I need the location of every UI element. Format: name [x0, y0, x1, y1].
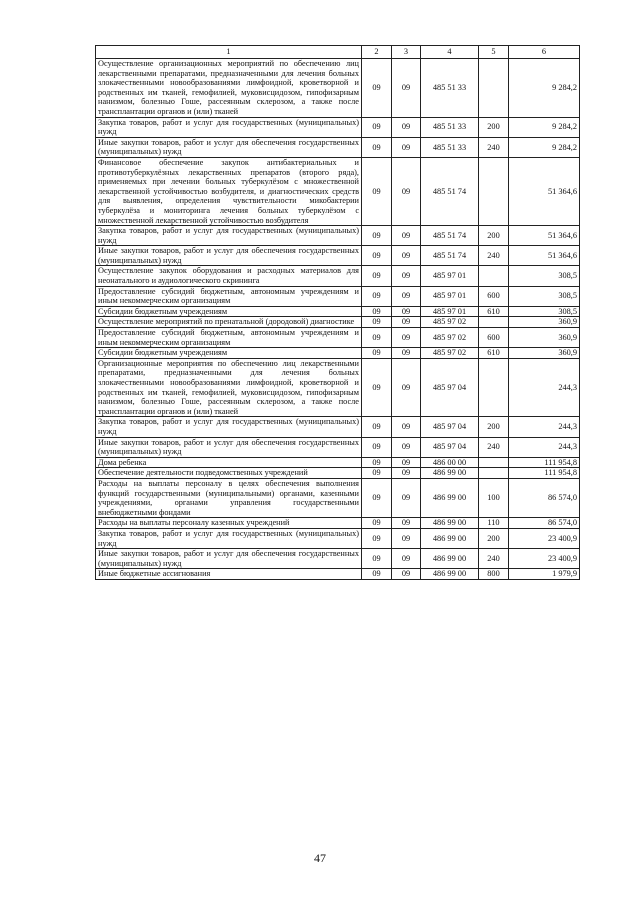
row-name: Расходы на выплаты персоналу казенных учреждений	[96, 518, 362, 529]
row-expense-type: 800	[479, 569, 509, 580]
row-name: Иные бюджетные ассигнования	[96, 569, 362, 580]
row-target-code: 485 97 04	[421, 358, 479, 417]
row-target-code: 485 97 01	[421, 266, 479, 286]
row-target-code: 485 51 33	[421, 137, 479, 157]
row-name: Закупка товаров, работ и услуг для государственных (муниципальных) нужд	[96, 528, 362, 548]
row-expense-type	[479, 358, 509, 417]
row-subsection: 09	[392, 306, 421, 317]
row-target-code: 486 00 00	[421, 457, 479, 468]
row-amount: 360,9	[509, 317, 580, 328]
row-target-code: 485 51 33	[421, 117, 479, 137]
row-target-code: 485 97 02	[421, 317, 479, 328]
row-expense-type: 200	[479, 117, 509, 137]
row-amount: 360,9	[509, 328, 580, 348]
table-row	[96, 457, 580, 468]
row-expense-type: 200	[479, 226, 509, 246]
row-expense-type: 240	[479, 437, 509, 457]
row-amount: 244,3	[509, 417, 580, 437]
table-row	[96, 437, 580, 457]
table-row	[96, 246, 580, 266]
table-row	[96, 358, 580, 417]
row-amount: 1 979,9	[509, 569, 580, 580]
table-row	[96, 528, 580, 548]
table-row	[96, 518, 580, 529]
row-expense-type: 610	[479, 348, 509, 359]
row-expense-type: 200	[479, 417, 509, 437]
row-subsection: 09	[392, 157, 421, 225]
row-subsection: 09	[392, 137, 421, 157]
row-amount: 9 284,2	[509, 59, 580, 118]
row-target-code: 486 99 00	[421, 468, 479, 479]
row-section: 09	[362, 358, 392, 417]
row-section: 09	[362, 246, 392, 266]
row-section: 09	[362, 437, 392, 457]
table-row	[96, 549, 580, 569]
row-name: Предоставление субсидий бюджетным, автономным учреждениям и иным некоммерческим организациям	[96, 286, 362, 306]
row-name: Финансовое обеспечение закупок антибактериальных и противотуберкулёзных лекарственных препаратов (второго ряда), применяемых при лечении больных туберкулёзом с множественной лекарственной устойчивостью возбудителя, и диагностических средств для выявления, определения чувствительности микобактерии туберкулёза и мониторинга лечения больных туберкулёзом с множественной лекарственной устойчивостью возбудителя	[96, 157, 362, 225]
row-target-code: 485 97 02	[421, 328, 479, 348]
table-body	[96, 59, 580, 580]
row-target-code: 486 99 00	[421, 549, 479, 569]
row-amount: 308,5	[509, 266, 580, 286]
row-expense-type	[479, 457, 509, 468]
row-name: Иные закупки товаров, работ и услуг для обеспечения государственных (муниципальных) нужд	[96, 137, 362, 157]
row-section: 09	[362, 317, 392, 328]
row-subsection: 09	[392, 528, 421, 548]
row-name: Иные закупки товаров, работ и услуг для обеспечения государственных (муниципальных) нужд	[96, 549, 362, 569]
row-expense-type: 200	[479, 528, 509, 548]
row-section: 09	[362, 226, 392, 246]
row-section: 09	[362, 286, 392, 306]
row-target-code: 485 97 04	[421, 437, 479, 457]
table-row	[96, 286, 580, 306]
row-expense-type: 610	[479, 306, 509, 317]
row-section: 09	[362, 266, 392, 286]
row-amount: 51 364,6	[509, 157, 580, 225]
row-amount: 86 574,0	[509, 478, 580, 517]
row-name: Осуществление мероприятий по пренатальной (дородовой) диагностике	[96, 317, 362, 328]
row-expense-type: 600	[479, 286, 509, 306]
row-section: 09	[362, 348, 392, 359]
row-expense-type	[479, 59, 509, 118]
row-subsection: 09	[392, 348, 421, 359]
row-expense-type: 600	[479, 328, 509, 348]
table-row	[96, 137, 580, 157]
header-col-4: 4	[421, 46, 479, 59]
row-subsection: 09	[392, 117, 421, 137]
table-row	[96, 348, 580, 359]
row-subsection: 09	[392, 358, 421, 417]
row-expense-type: 110	[479, 518, 509, 529]
row-target-code: 485 97 01	[421, 306, 479, 317]
row-subsection: 09	[392, 457, 421, 468]
row-name: Иные закупки товаров, работ и услуг для обеспечения государственных (муниципальных) нужд	[96, 437, 362, 457]
row-subsection: 09	[392, 328, 421, 348]
row-amount: 111 954,8	[509, 468, 580, 479]
row-subsection: 09	[392, 569, 421, 580]
row-section: 09	[362, 468, 392, 479]
row-section: 09	[362, 569, 392, 580]
header-col-1: 1	[96, 46, 362, 59]
row-subsection: 09	[392, 286, 421, 306]
row-amount: 308,5	[509, 306, 580, 317]
row-name: Закупка товаров, работ и услуг для государственных (муниципальных) нужд	[96, 417, 362, 437]
row-name: Обеспечение деятельности подведомственных учреждений	[96, 468, 362, 479]
header-col-5: 5	[479, 46, 509, 59]
row-subsection: 09	[392, 478, 421, 517]
row-name: Предоставление субсидий бюджетным, автономным учреждениям и иным некоммерческим организациям	[96, 328, 362, 348]
table-row	[96, 417, 580, 437]
row-section: 09	[362, 137, 392, 157]
row-section: 09	[362, 117, 392, 137]
row-amount: 111 954,8	[509, 457, 580, 468]
row-expense-type: 240	[479, 549, 509, 569]
row-name: Иные закупки товаров, работ и услуг для обеспечения государственных (муниципальных) нужд	[96, 246, 362, 266]
row-section: 09	[362, 528, 392, 548]
row-section: 09	[362, 478, 392, 517]
table-row	[96, 117, 580, 137]
row-target-code: 485 97 02	[421, 348, 479, 359]
row-section: 09	[362, 457, 392, 468]
row-expense-type	[479, 317, 509, 328]
row-target-code: 486 99 00	[421, 569, 479, 580]
row-target-code: 486 99 00	[421, 528, 479, 548]
row-subsection: 09	[392, 468, 421, 479]
table-row	[96, 59, 580, 118]
row-amount: 244,3	[509, 437, 580, 457]
table-row	[96, 266, 580, 286]
row-section: 09	[362, 328, 392, 348]
row-subsection: 09	[392, 518, 421, 529]
row-name: Субсидии бюджетным учреждениям	[96, 306, 362, 317]
table-row	[96, 478, 580, 517]
row-expense-type: 240	[479, 246, 509, 266]
row-expense-type	[479, 468, 509, 479]
row-target-code: 486 99 00	[421, 518, 479, 529]
row-amount: 23 400,9	[509, 549, 580, 569]
row-amount: 51 364,6	[509, 226, 580, 246]
row-target-code: 485 51 33	[421, 59, 479, 118]
row-name: Субсидии бюджетным учреждениям	[96, 348, 362, 359]
budget-table	[95, 45, 580, 580]
table-row	[96, 468, 580, 479]
row-amount: 244,3	[509, 358, 580, 417]
row-subsection: 09	[392, 417, 421, 437]
row-section: 09	[362, 549, 392, 569]
row-subsection: 09	[392, 317, 421, 328]
row-target-code: 486 99 00	[421, 478, 479, 517]
table-row	[96, 306, 580, 317]
row-target-code: 485 97 04	[421, 417, 479, 437]
row-name: Закупка товаров, работ и услуг для государственных (муниципальных) нужд	[96, 117, 362, 137]
row-target-code: 485 51 74	[421, 157, 479, 225]
row-expense-type	[479, 157, 509, 225]
row-amount: 86 574,0	[509, 518, 580, 529]
table-row	[96, 569, 580, 580]
row-name: Осуществление организационных мероприятий по обеспечению лиц лекарственными препаратами, предназначенными для лечения больных злокачественными новообразованиями лимфоидной, кроветворной и родственных им тканей, гемофилией, муковисцидозом, гипофизарным нанизмом, болезнью Гоше, рассеянным склерозом, а также после трансплантации органов и (или) тканей	[96, 59, 362, 118]
row-subsection: 09	[392, 266, 421, 286]
header-col-6: 6	[509, 46, 580, 59]
row-name: Осуществление закупок оборудования и расходных материалов для неонатального и аудиологического скрининга	[96, 266, 362, 286]
row-amount: 308,5	[509, 286, 580, 306]
row-subsection: 09	[392, 59, 421, 118]
row-section: 09	[362, 306, 392, 317]
page-number: 47	[314, 851, 326, 865]
row-section: 09	[362, 59, 392, 118]
row-amount: 360,9	[509, 348, 580, 359]
table-row	[96, 157, 580, 225]
table-row	[96, 226, 580, 246]
header-col-3: 3	[392, 46, 421, 59]
row-target-code: 485 51 74	[421, 246, 479, 266]
row-expense-type: 100	[479, 478, 509, 517]
row-amount: 9 284,2	[509, 137, 580, 157]
row-name: Дома ребенка	[96, 457, 362, 468]
header-row	[96, 46, 580, 59]
row-target-code: 485 97 01	[421, 286, 479, 306]
row-section: 09	[362, 157, 392, 225]
row-amount: 23 400,9	[509, 528, 580, 548]
row-name: Расходы на выплаты персоналу в целях обеспечения выполнения функций государственными (муниципальными) органами, казенными учреждениями, органами управления государственными внебюджетными фондами	[96, 478, 362, 517]
row-expense-type	[479, 266, 509, 286]
row-subsection: 09	[392, 246, 421, 266]
row-expense-type: 240	[479, 137, 509, 157]
table-row	[96, 328, 580, 348]
header-col-2: 2	[362, 46, 392, 59]
row-section: 09	[362, 518, 392, 529]
table-row	[96, 317, 580, 328]
row-subsection: 09	[392, 226, 421, 246]
row-name: Закупка товаров, работ и услуг для государственных (муниципальных) нужд	[96, 226, 362, 246]
row-name: Организационные мероприятия по обеспечению лиц лекарственными препаратами, предназначенными для лечения больных злокачественными новообразованиями лимфоидной, кроветворной и родственных им тканей, гемофилией, муковисцидозом, гипофизарным нанизмом, болезнью Гоше, рассеянным склерозом, а также после трансплантации органов и (или) тканей	[96, 358, 362, 417]
row-target-code: 485 51 74	[421, 226, 479, 246]
row-section: 09	[362, 417, 392, 437]
row-subsection: 09	[392, 549, 421, 569]
row-subsection: 09	[392, 437, 421, 457]
row-amount: 9 284,2	[509, 117, 580, 137]
row-amount: 51 364,6	[509, 246, 580, 266]
